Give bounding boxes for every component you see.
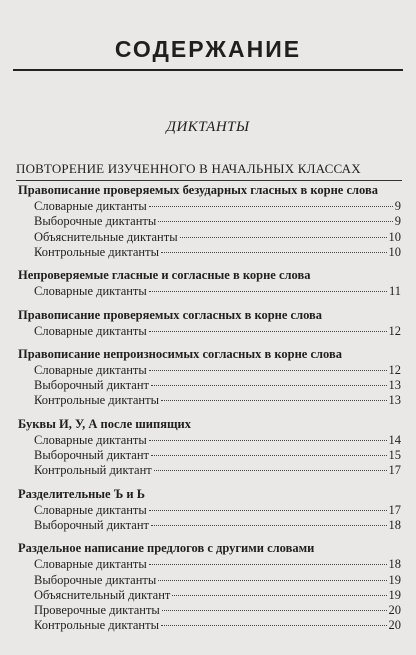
- toc-entry: [34, 603, 401, 618]
- toc-entry-page-number: 19: [388, 572, 401, 587]
- toc-entry: [34, 284, 401, 299]
- toc-entry: [34, 557, 401, 572]
- toc-entry: [34, 393, 401, 408]
- toc-entry-page-number: 12: [388, 323, 401, 338]
- toc-entry-page-number: 20: [388, 618, 401, 633]
- toc-entry-page-number: 12: [388, 362, 401, 377]
- toc-entry-label: Словарные диктанты: [34, 199, 147, 213]
- dot-leader: [161, 252, 387, 253]
- toc-entry-label: Выборочный диктант: [34, 517, 149, 532]
- toc-entry: [34, 573, 401, 588]
- part-title: ДИКТАНТЫ: [166, 119, 250, 135]
- toc-entry-page-number: 19: [388, 587, 401, 602]
- dot-leader: [151, 385, 387, 386]
- toc-entry-label: Контрольные диктанты: [34, 244, 159, 259]
- toc-entry-label: Выборочные диктанты: [34, 572, 157, 587]
- dot-leader: [149, 206, 393, 207]
- page-title: СОДЕРЖАНИЕ: [114, 36, 302, 62]
- dot-leader: [162, 610, 387, 611]
- toc-entry-page-number: 9: [394, 214, 401, 229]
- toc-entry-page-number: 13: [388, 378, 401, 393]
- toc-entry: [34, 214, 401, 229]
- toc-entry-label: Выборочные диктанты: [34, 214, 157, 229]
- dot-leader: [172, 595, 386, 596]
- toc-entry-label: Словарные диктанты: [34, 557, 147, 572]
- dot-leader: [149, 291, 387, 292]
- toc-entry: [34, 324, 401, 339]
- toc-entry-page-number: 18: [388, 557, 401, 572]
- toc-entry-page-number: 9: [394, 199, 401, 213]
- toc-entry-label: Контрольные диктанты: [34, 618, 159, 633]
- toc-entry-label: Словарные диктанты: [34, 323, 147, 338]
- toc-entry: [34, 245, 401, 260]
- toc-entry-label: Выборочный диктант: [34, 448, 149, 462]
- dot-leader: [149, 564, 387, 565]
- section-heading: Правописание проверяемых безударных гласных в корне слова: [18, 183, 378, 197]
- toc-entry-page-number: 20: [388, 603, 401, 618]
- dot-leader: [161, 625, 387, 626]
- section-heading: Правописание непроизносимых согласных в корне слова: [18, 346, 342, 361]
- toc-entry: [34, 448, 401, 463]
- toc-entry-page-number: 10: [388, 229, 401, 244]
- dot-leader: [151, 525, 387, 526]
- section-heading: Правописание проверяемых согласных в корне слова: [18, 307, 323, 322]
- dot-leader: [151, 455, 387, 456]
- dot-leader: [149, 510, 387, 511]
- toc-entry-page-number: 10: [388, 244, 401, 259]
- toc-entry: [34, 588, 401, 603]
- dot-leader: [149, 331, 387, 332]
- toc-entry-label: Словарные диктанты: [34, 432, 147, 447]
- chapter-title: ПОВТОРЕНИЕ ИЗУЧЕННОГО В НАЧАЛЬНЫХ КЛАССАХ: [16, 161, 361, 176]
- toc-entry-label: Выборочный диктант: [34, 378, 149, 393]
- toc-entry: [34, 378, 401, 393]
- dot-leader: [149, 440, 387, 441]
- toc-entry: [34, 433, 401, 448]
- toc-entry-page-number: 11: [388, 284, 401, 299]
- toc-entry: [34, 199, 401, 214]
- toc-entry-label: Контрольный диктант: [34, 463, 152, 478]
- dot-leader: [158, 221, 393, 222]
- dot-leader: [180, 237, 387, 238]
- toc-entry-label: Контрольные диктанты: [34, 393, 159, 408]
- toc-entry-label: Проверочные диктанты: [34, 603, 160, 618]
- toc-entry: [34, 463, 401, 478]
- toc-entry-label: Объяснительный диктант: [34, 587, 171, 602]
- toc-entry-label: Словарные диктанты: [34, 284, 147, 299]
- toc-entry-label: Словарные диктанты: [34, 362, 147, 377]
- dot-leader: [154, 470, 387, 471]
- dot-leader: [161, 400, 387, 401]
- toc-entry-label: Словарные диктанты: [34, 502, 147, 517]
- toc-entry-page-number: 15: [388, 448, 401, 462]
- toc-entry: [34, 518, 401, 533]
- section-heading: Непроверяемые гласные и согласные в корне слова: [18, 268, 311, 283]
- toc-entry-page-number: 18: [388, 517, 401, 532]
- toc-entry: [34, 363, 401, 378]
- toc-entry: [34, 230, 401, 245]
- toc-entry: [34, 618, 401, 633]
- dot-leader: [158, 580, 386, 581]
- dot-leader: [149, 370, 387, 371]
- toc-entry-page-number: 17: [388, 502, 401, 517]
- section-heading: Раздельное написание предлогов с другими словами: [18, 541, 315, 556]
- section-heading: Разделительные Ъ и Ь: [18, 486, 145, 501]
- toc-entry: [34, 503, 401, 518]
- toc-entry-label: Объяснительные диктанты: [34, 229, 178, 244]
- section-heading: Буквы И, У, А после шипящих: [18, 416, 191, 431]
- toc-entry-page-number: 13: [388, 393, 401, 408]
- toc-entry-page-number: 14: [388, 432, 401, 447]
- toc-entry-page-number: 17: [388, 463, 401, 478]
